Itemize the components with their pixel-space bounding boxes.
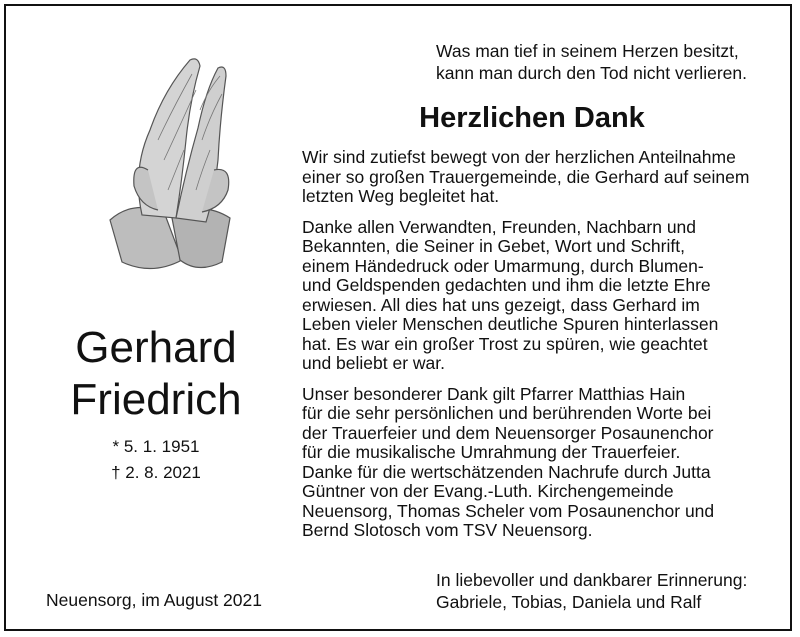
paragraph-1: Wir sind zutiefst bewegt von der herzlichen Anteilnahme einer so großen Trauergemeinde, die Gerhard auf seinem letzten Weg begleitet hat. xyxy=(302,147,750,206)
paragraph-2: Danke allen Verwandten, Freunden, Nachbarn und Bekannten, die Seiner in Gebet, Wort und Schrift, einem Händedruck oder Umarmung, durch Blumen- und Geldspenden gedachten und ihm die letzte Ehre erwiesen. All dies hat uns gezeigt, dass Gerhard im Leben vieler Menschen deutliche Spuren hinterlassen hat. Es war ein großer Trost zu spüren, wie geachtet und beliebt er war. xyxy=(302,216,719,373)
place-date: Neuensorg, im August 2021 xyxy=(46,590,262,610)
obituary-card xyxy=(4,4,792,631)
life-dates xyxy=(26,434,286,486)
praying-hands-icon xyxy=(102,50,252,280)
death-date: † 2. 8. 2021 xyxy=(111,463,201,482)
paragraph-3: Unser besonderer Dank gilt Pfarrer Matthias Hain für die sehr persönlichen und berührenden Worte bei der Trauerfeier und dem Neuensorger Posaunenchor für die musikalische Umrahmung der Trauerfeier. Danke für die wertschätzenden Nachrufe durch Jutta Güntner von der Evang.-Luth. Kirchengemeinde Neuensorg, Thomas Scheler vom Posaunenchor und Bernd Slotosch vom TSV Neuensorg. xyxy=(302,383,715,540)
thank-you-text xyxy=(302,148,749,552)
closing-signature: In liebevoller und dankbarer Erinnerung: Gabriele, Tobias, Daniela und Ralf xyxy=(436,570,748,612)
birth-date: * 5. 1. 1951 xyxy=(112,437,200,456)
last-name: Friedrich xyxy=(70,375,242,424)
page-title: Herzlichen Dank xyxy=(419,102,645,134)
memorial-quote: Was man tief in seinem Herzen besitzt, kann man durch den Tod nicht verlieren. xyxy=(436,41,747,83)
first-name: Gerhard xyxy=(75,323,237,372)
deceased-name xyxy=(26,322,286,426)
